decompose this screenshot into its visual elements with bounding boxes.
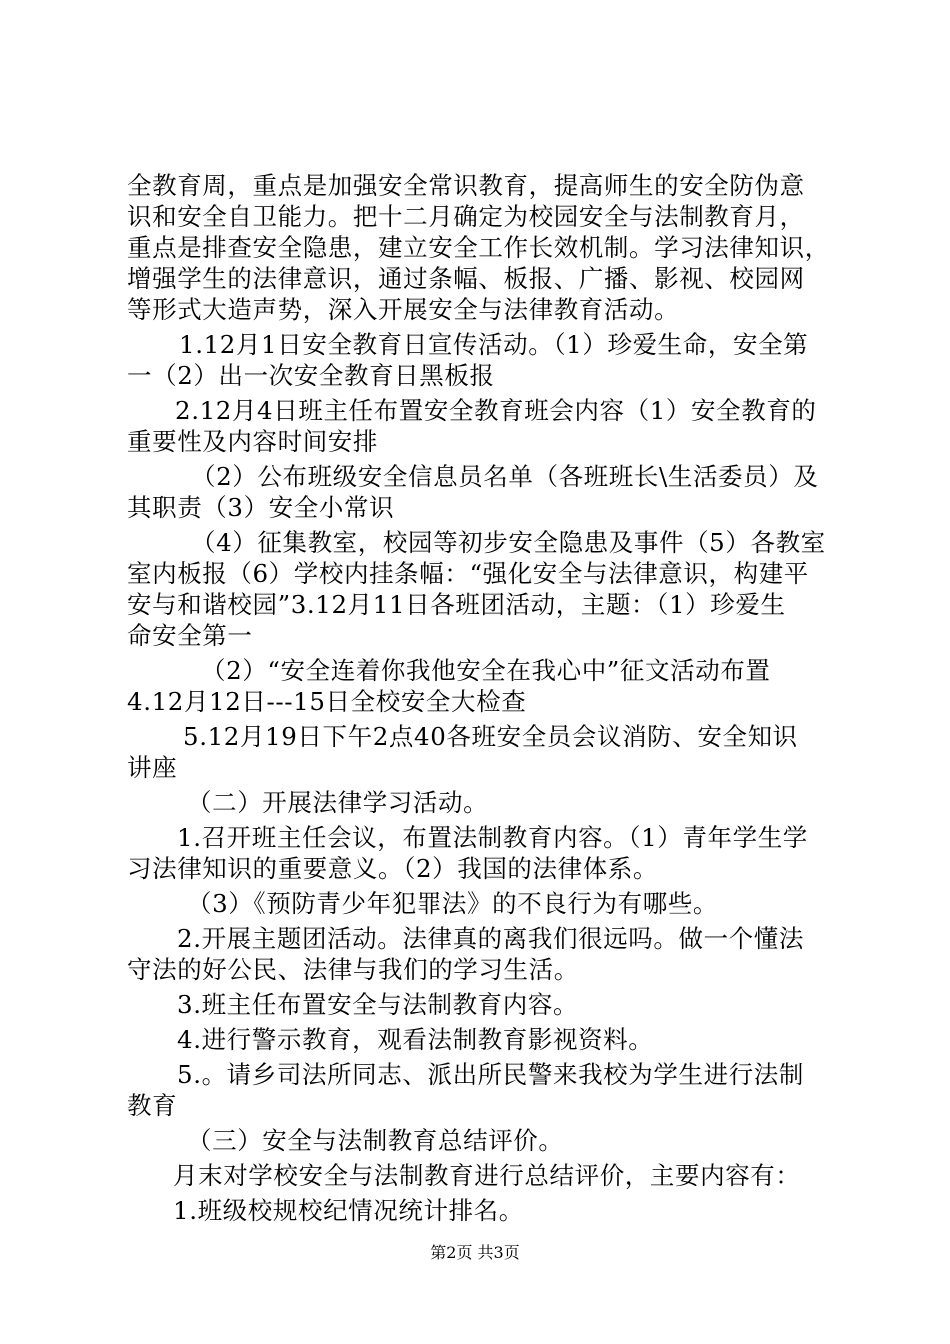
list-item-line: 2.开展主题团活动。法律真的离我们很远吗。做一个懂法	[177, 924, 804, 953]
list-item-line: 1.班级校规校纪情况统计排名。	[173, 1196, 524, 1225]
body-line: 全教育周，重点是加强安全常识教育，提高师生的安全防伪意	[127, 171, 805, 200]
body-line: 重要性及内容时间安排	[127, 427, 378, 456]
body-line: 增强学生的法律意识，通过条幅、板报、广播、影视、校园网	[127, 264, 805, 293]
document-body	[127, 170, 839, 1226]
section-heading: （三）安全与法制教育总结评价。	[187, 1126, 564, 1155]
body-line: 其职责（3）安全小常识	[127, 493, 395, 522]
list-item-line: 2.12月4日班主任布置安全教育班会内容（1）安全教育的	[175, 396, 817, 425]
body-line: 安与和谐校园”3.12月11日各班团活动，主题：（1）珍爱生	[127, 590, 786, 619]
body-line: 等形式大造声势，深入开展安全与法律教育活动。	[127, 295, 680, 324]
body-line: 教育	[127, 1091, 178, 1120]
list-item-line: 4.进行警示教育，观看法制教育影视资料。	[177, 1025, 654, 1054]
list-item-line: 1.召开班主任会议，布置法制教育内容。（1）青年学生学	[177, 823, 808, 852]
body-line: 一（2）出一次安全教育日黑板报	[127, 361, 495, 390]
body-line: 月末对学校安全与法制教育进行总结评价，主要内容有：	[173, 1161, 801, 1190]
body-line: 习法律知识的重要意义。（2）我国的法律体系。	[127, 854, 659, 883]
list-item-line: （4）征集教室，校园等初步安全隐患及事件（5）各教室	[191, 528, 826, 557]
list-item-line: 5.12月19日下午2点40各班安全员会议消防、安全知识	[183, 722, 798, 751]
list-item-line: 3.班主任布置安全与法制教育内容。	[177, 990, 579, 1019]
list-item-line: （2）公布班级安全信息员名单（各班班长\生活委员）及	[191, 462, 819, 491]
body-line: 守法的好公民、法律与我们的学习生活。	[127, 955, 579, 984]
page-footer: 第2页 共3页	[430, 1243, 520, 1262]
list-item-line: （2）“安全连着你我他安全在我心中”征文活动布置	[201, 656, 771, 685]
body-line: 重点是排查安全隐患，建立安全工作长效机制。学习法律知识，	[127, 233, 830, 262]
list-item-line: 1.12月1日安全教育日宣传活动。（1）珍爱生命，安全第	[179, 330, 809, 359]
body-line: 室内板报（6）学校内挂条幅：“强化安全与法律意识，构建平	[127, 559, 809, 588]
body-line: 讲座	[127, 753, 178, 782]
section-heading: （二）开展法律学习活动。	[187, 788, 489, 817]
body-line: 识和安全自卫能力。把十二月确定为校园安全与法制教育月，	[127, 202, 805, 231]
list-item-line: 5.。请乡司法所同志、派出所民警来我校为学生进行法制	[177, 1060, 804, 1089]
list-item-line: （3）《预防青少年犯罪法》的不良行为有哪些。	[187, 889, 719, 918]
body-line: 命安全第一	[127, 621, 253, 650]
body-line: 4.12月12日---15日全校安全大检查	[127, 687, 527, 716]
